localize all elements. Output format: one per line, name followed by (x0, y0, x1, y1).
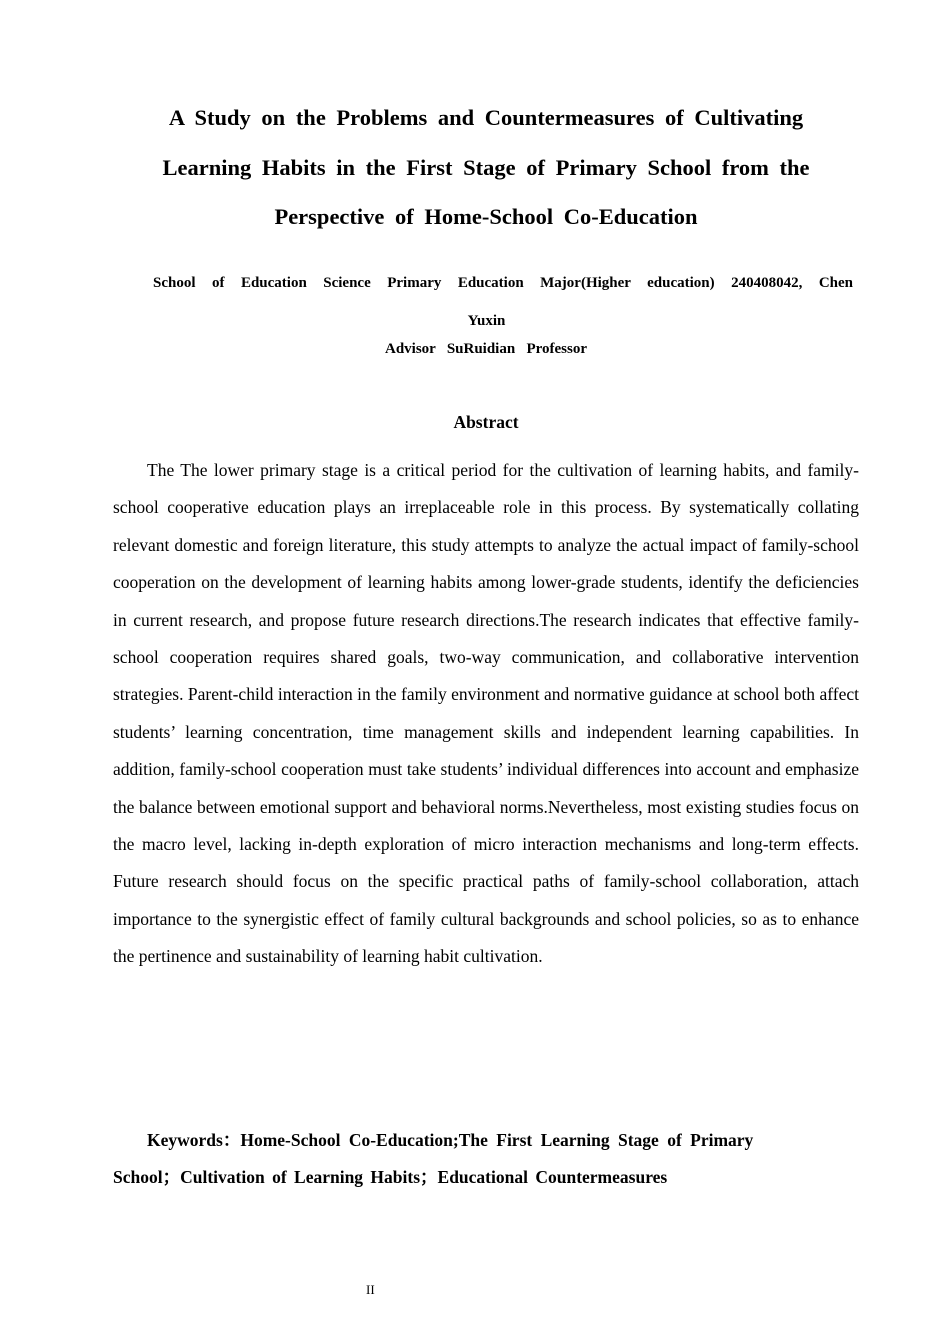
keywords-text-continuation: School；Cultivation of Learning Habits；Educational Countermeasures (113, 1167, 668, 1187)
title-line: Perspective of Home-School Co-Education (274, 204, 698, 229)
title-line: Learning Habits in the First Stage of Primary School from the (162, 154, 810, 180)
keywords-text: Home-School Co-Education;The First Learning Stage of Primary (240, 1130, 754, 1150)
keywords-label: Keywords： (147, 1130, 241, 1150)
keywords-line (113, 1122, 813, 1159)
abstract-body: The The lower primary stage is a critical period for the cultivation of learning habits, and family-school cooperative education plays an irreplaceable role in this process. By systematically collating relevant domestic and foreign literature, this study attempts to analyze the actual impact of family-school cooperation on the development of learning habits among lower-grade students, identify the deficiencies in current research, and propose future research directions.The research indicates that effective family-school cooperation requires shared goals, two-way communication, and collaborative intervention strategies. Parent-child interaction in the family environment and normative guidance at school both affect students’ learning concentration, time management skills and independent learning capabilities. In addition, family-school cooperation must take students’ individual differences into account and emphasize the balance between emotional support and behavioral norms.Nevertheless, most existing studies focus on the macro level, lacking in-depth exploration of micro interaction mechanisms and long-term effects. Future research should focus on the specific practical paths of family-school collaboration, attach importance to the synergistic effect of family cultural backgrounds and school policies, so as to enhance the pertinence and sustainability of learning habit cultivation. (113, 460, 859, 967)
page-number: II (366, 1282, 375, 1297)
keywords-section (113, 1122, 813, 1196)
title-line: A Study on the Problems and Countermeasures of Cultivating (168, 105, 804, 130)
abstract-heading: Abstract (453, 412, 519, 432)
paper-title (130, 93, 842, 242)
author-affiliation-line: School of Education Science Primary Education Major(Higher education) 240408042, Chen (153, 275, 853, 291)
author-name-continuation: Yuxin (467, 313, 506, 329)
author-info (113, 264, 873, 340)
advisor-line: Advisor SuRuidian Professor (385, 341, 587, 357)
